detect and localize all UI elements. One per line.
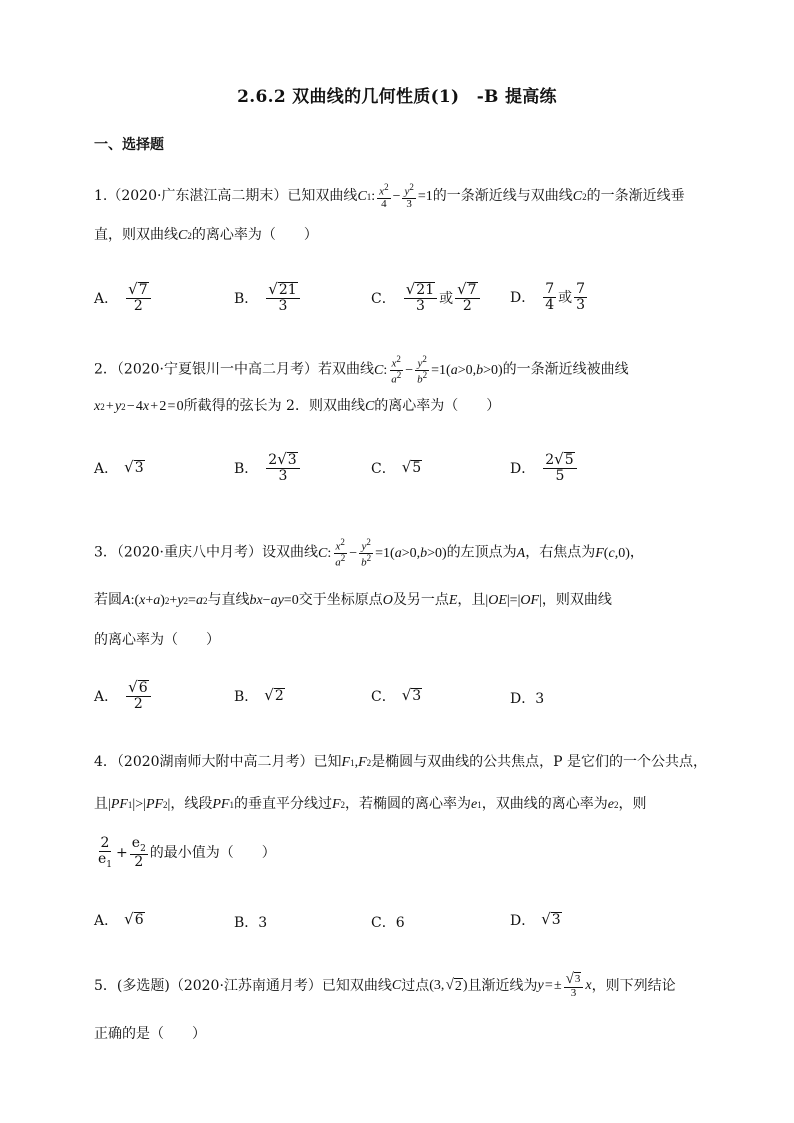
q1-option-c[interactable]: C． √ 21 3 或 √ 7 2 <box>371 282 482 314</box>
page-title: 2.6.2 双曲线的几何性质(1) -B 提高练 <box>237 87 557 107</box>
question-2-line-1: 2．（2020·宁夏银川一中高二月考）若双曲线 C : $\frac{x^2}{a^2}$ − $\frac{y^2}{b^2}$ =1( a >0, b >0)的一条渐近线被曲线 <box>94 354 629 386</box>
question-3-line-3: 的离心率为（ ） <box>94 632 220 648</box>
question-4-line-2: 且| PF 1 |>| PF 2 |，线段 PF 1 的垂直平分线过 F 2 ，若椭圆的离心率为 e 1 ，双曲线的离心率为 e 2 ，则 <box>94 796 647 812</box>
section-heading: 一、选择题 <box>94 137 164 153</box>
question-1-line-1: 1.（2020·广东湛江高二期末）已知双曲线 C 1 : $\frac{x^2}{4}$ − $\frac{y^2}{3}$ =1的一条渐近线与双曲线 C 2 的一条渐近线垂 <box>94 182 685 211</box>
q2-option-b[interactable]: B． 2 √ 3 3 <box>234 452 302 484</box>
q1-option-d[interactable]: D． $\frac{7}{4}$ 或 $\frac{7}{3}$ <box>510 281 586 313</box>
formula-c: C : $\frac{x^2}{a^2}$ − $\frac{y^2}{b^2}$ =1( a >0, b >0) <box>374 354 503 386</box>
question-5-line-1: 5．(多选题)（2020·江苏南通月考）已知双曲线 C 过点 (3, √ 2 ) 且渐近线为 y = ± √ 3 3 x ，则下列结论 <box>94 971 676 999</box>
q1-option-a[interactable]: A． √ 7 2 <box>94 282 153 314</box>
q3-option-b[interactable]: B． √ 2 <box>234 685 284 705</box>
q2-option-c[interactable]: C． √ 5 <box>371 457 422 477</box>
formula-c1: C 1 : $\frac{x^2}{4}$ − $\frac{y^2}{3}$ =1 <box>357 182 433 211</box>
q2-option-d[interactable]: D． 2 √ 5 5 <box>510 452 579 484</box>
question-5-line-2: 正确的是（ ） <box>94 1026 206 1042</box>
q2-option-a[interactable]: A． √ 3 <box>94 457 144 477</box>
question-4-line-1: 4．（2020湖南师大附中高二月考）已知 F 1 , F 2 是椭圆与双曲线的公共焦点，P 是它们的一个公共点， <box>94 754 708 770</box>
question-3-line-1: 3．（2020·重庆八中月考）设双曲线 C : $\frac{x^2}{a^2}$ − $\frac{y^2}{b^2}$ =1( a >0, b >0)的左顶点为 A ，右焦点为 F ( c ,0)， <box>94 537 644 569</box>
question-3-line-2: 若圆 A :( x + a ) 2 + y 2 = a 2 与直线 bx − ay =0交于坐标原点 O 及另一点 E ，且| OE |=| OF |，则双曲线 <box>94 592 612 608</box>
question-1-line-2: 直，则双曲线 C 2 的离心率为（ ） <box>94 227 318 243</box>
q4-option-c[interactable]: C．6 <box>371 915 405 931</box>
question-4-line-3: $\frac{2}{e_1}$ + $\frac{e_2}{2}$ 的最小值为（ ） <box>98 835 276 871</box>
q4-option-b[interactable]: B．3 <box>234 915 268 931</box>
q3-option-a[interactable]: A． √ 6 2 <box>94 680 153 712</box>
q4-option-a[interactable]: A． √ 6 <box>94 909 144 929</box>
q1-option-b[interactable]: B． √ 21 3 <box>234 282 302 314</box>
q3-option-d[interactable]: D．3 <box>510 691 545 707</box>
q4-option-d[interactable]: D． √ 3 <box>510 909 561 929</box>
question-2-line-2: x 2 + y 2 − 4 x + 2 = 0所截得的弦长为 2．则双曲线 C 的离心率为（ ） <box>94 398 501 414</box>
q3-option-c[interactable]: C． √ 3 <box>371 685 422 705</box>
